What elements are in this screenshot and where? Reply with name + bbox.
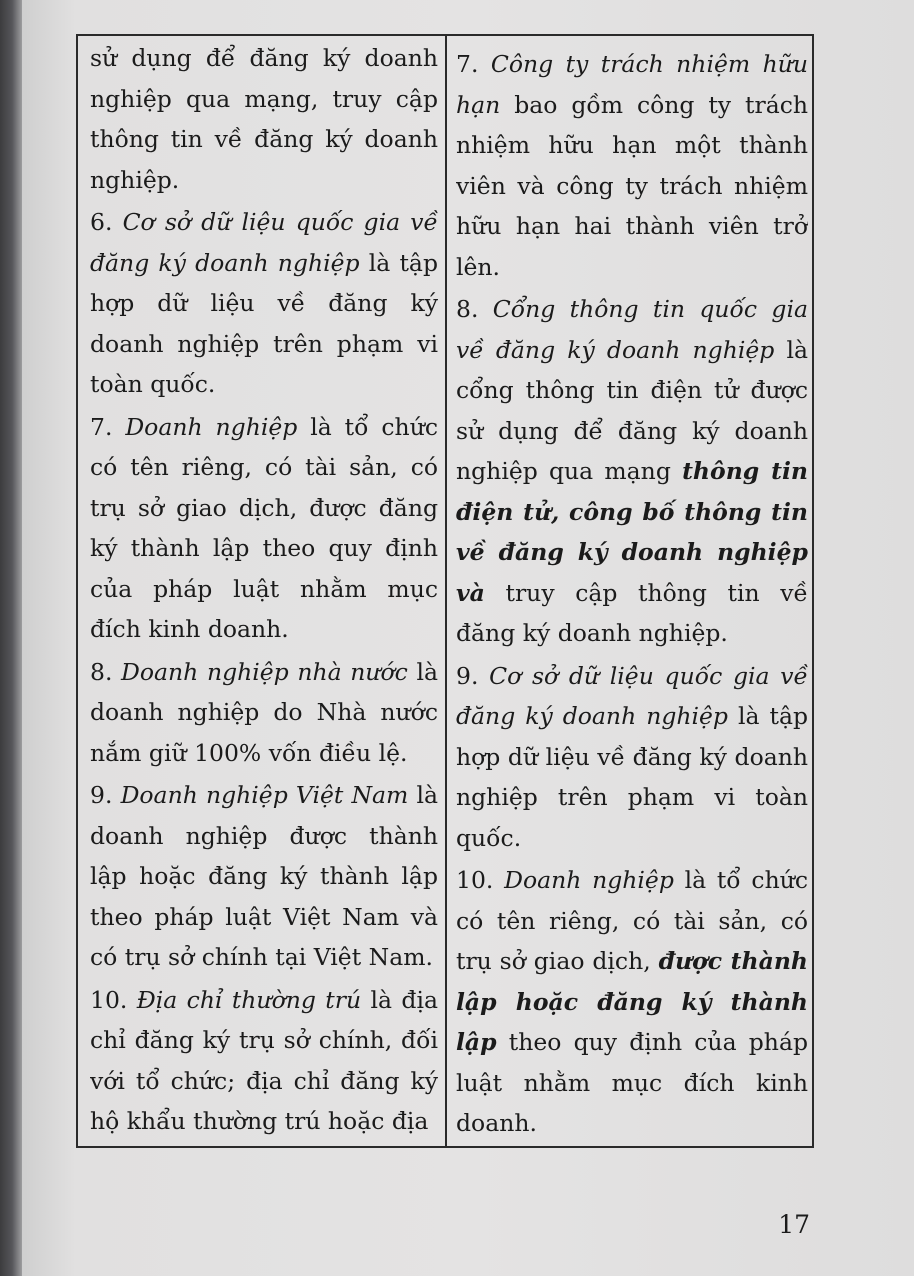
defined-term: Doanh nghiệp nhà nước (121, 657, 408, 686)
left-paragraph-6: 6. Cơ sở dữ liệu quốc gia về đăng ký doanh nghiệp là tập hợp dữ liệu về đăng ký doanh nghiệp trên phạm vi toàn quốc. (90, 208, 438, 398)
defined-term: Cổng thông tin quốc gia về đăng ký doanh nghiệp (456, 295, 808, 364)
defined-term: Địa chỉ thường trú (136, 985, 362, 1014)
left-paragraph-continuation: sử dụng để đăng ký doanh nghiệp qua mạng, truy cập thông tin về đăng ký doanh nghiệp. (90, 44, 438, 194)
left-column-old-text (90, 34, 438, 1144)
left-paragraph-10: 10. Địa chỉ thường trú là địa chỉ đăng ký trụ sở chính, đối với tổ chức; địa chỉ đăng ký hộ khẩu thường trú hoặc địa (90, 985, 438, 1135)
defined-term: Cơ sở dữ liệu quốc gia về đăng ký doanh nghiệp (90, 208, 438, 277)
right-paragraph-7: 7. Công ty trách nhiệm hữu hạn bao gồm công ty trách nhiệm hữu hạn một thành viên và công ty trách nhiệm hữu hạn hai thành viên trở lên. (456, 50, 808, 281)
page-number: 17 (778, 1210, 810, 1239)
defined-term: Doanh nghiệp (504, 866, 674, 894)
right-paragraph-8: 8. Cổng thông tin quốc gia về đăng ký doanh nghiệp là cổng thông tin điện tử được sử dụng để đăng ký doanh nghiệp qua mạng thông tin điện tử, công bố thông tin về đăng ký doanh nghiệp và truy cập thông tin về đăng ký doanh nghiệp. (456, 295, 808, 647)
defined-term: Doanh nghiệp (125, 412, 298, 441)
defined-term: Công ty trách nhiệm hữu hạn (456, 50, 808, 119)
right-column-new-text (456, 34, 808, 1144)
defined-term: Doanh nghiệp Việt Nam (120, 781, 409, 809)
left-paragraph-8: 8. Doanh nghiệp nhà nước là doanh nghiệp do Nhà nước nắm giữ 100% vốn điều lệ. (90, 657, 438, 767)
amended-text: thông tin điện tử, công bố thông tin về đăng ký doanh nghiệp và (456, 457, 808, 607)
book-spine-edge (0, 0, 22, 1276)
column-divider (445, 34, 447, 1148)
right-paragraph-10: 10. Doanh nghiệp là tổ chức có tên riêng, có tài sản, có trụ sở giao dịch, được thành lập hoặc đăng ký thành lập theo quy định của pháp luật nhằm mục đích kinh doanh. (456, 866, 808, 1137)
defined-term: Cơ sở dữ liệu quốc gia về đăng ký doanh nghiệp (456, 661, 808, 730)
right-paragraph-9: 9. Cơ sở dữ liệu quốc gia về đăng ký doanh nghiệp là tập hợp dữ liệu về đăng ký doanh nghiệp trên phạm vi toàn quốc. (456, 661, 808, 852)
amended-text: được thành lập hoặc đăng ký thành lập (456, 947, 808, 1056)
left-paragraph-9: 9. Doanh nghiệp Việt Nam là doanh nghiệp được thành lập hoặc đăng ký thành lập theo pháp luật Việt Nam và có trụ sở chính tại Việt Nam. (90, 781, 438, 971)
left-paragraph-7: 7. Doanh nghiệp là tổ chức có tên riêng, có tài sản, có trụ sở giao dịch, được đăng ký thành lập theo quy định của pháp luật nhằm mục đích kinh doanh. (90, 412, 438, 643)
